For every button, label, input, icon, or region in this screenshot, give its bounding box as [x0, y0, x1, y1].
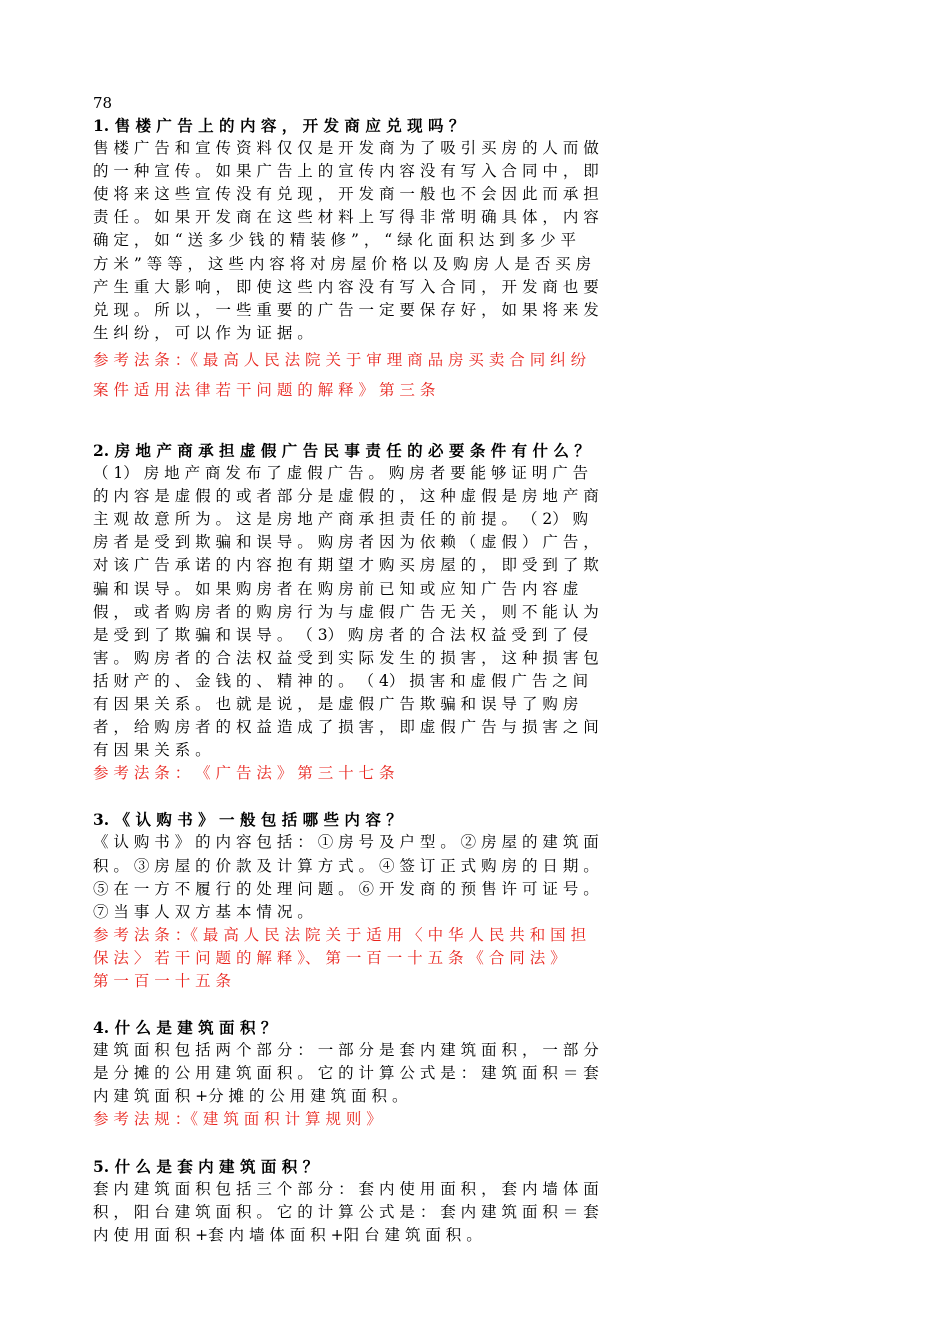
body-line: 兑 现 。 所 以 ， 一 些 重 要 的 广 告 一 定 要 保 存 好 ， 如 果 将 来 发 — [93, 300, 599, 319]
reference-line: 参 考 法 规 ：《 建 筑 面 积 计 算 规 则 》 — [93, 1110, 382, 1129]
body-line: 内 建 筑 面 积 +分 摊 的 公 用 建 筑 面 积 。 — [93, 1087, 408, 1106]
body-line: 方 米 ” 等 等 ， 这 些 内 容 将 对 房 屋 价 格 以 及 购 房 人 是 否 买 房 — [93, 254, 592, 273]
body-line: 有 因 果 关 系 。 — [93, 741, 211, 760]
body-line: 有 因 果 关 系 。 也 就 是 说 ， 是 虚 假 广 告 欺 骗 和 误 导 了 购 房 — [93, 694, 579, 713]
body-line: 套 内 建 筑 面 积 包 括 三 个 部 分 ： 套 内 使 用 面 积 ， 套 内 墙 体 面 — [93, 1179, 599, 1198]
body-line: ⑦ 当 事 人 双 方 基 本 情 况 。 — [93, 902, 313, 921]
body-line: 使 将 来 这 些 宣 传 没 有 兑 现 ， 开 发 商 一 般 也 不 会 因 此 而 承 担 — [93, 185, 599, 204]
section-title: 5. 什 么 是 套 内 建 筑 面 积 ？ — [93, 1156, 319, 1176]
section-title: 1. 售 楼 广 告 上 的 内 容 ， 开 发 商 应 兑 现 吗 ？ — [93, 116, 465, 135]
section-title: 2. 房 地 产 商 承 担 虚 假 广 告 民 事 责 任 的 必 要 条 件 有 什 么 ？ — [93, 440, 590, 460]
reference-line: 参 考 法 条 ： 《 广 告 法 》 第 三 十 七 条 — [93, 764, 395, 783]
body-line: 确 定 ， 如 “ 送 多 少 钱 的 精 装 修 ” ， “ 绿 化 面 积 达 到 多 少 平 — [93, 231, 577, 250]
body-line: 者 ， 给 购 房 者 的 权 益 造 成 了 损 害 ， 即 虚 假 广 告 与 损 害 之 间 — [93, 718, 599, 737]
reference-line: 参 考 法 条 ：《 最 高 人 民 法 院 关 于 适 用 〈 中 华 人 民 共 和 国 担 — [93, 925, 587, 944]
body-line: （ 1） 房 地 产 商 发 布 了 虚 假 广 告 。 购 房 者 要 能 够 证 明 广 告 — [93, 464, 589, 483]
body-line: 房 者 是 受 到 欺 骗 和 误 导 。 购 房 者 因 为 依 赖 （ 虚 假 ） 广 告 ， — [93, 533, 599, 552]
body-line: ⑤ 在 一 方 不 履 行 的 处 理 问 题 。 ⑥ 开 发 商 的 预 售 许 可 证 号 。 — [93, 879, 599, 898]
body-line: 对 该 广 告 承 诺 的 内 容 抱 有 期 望 才 购 买 房 屋 的 ， 即 受 到 了 欺 — [93, 556, 599, 575]
section-1 — [93, 114, 845, 405]
body-line: 是 分 摊 的 公 用 建 筑 面 积 。 它 的 计 算 公 式 是 ： 建 筑 面 积 ＝ 套 — [93, 1064, 599, 1083]
body-line: 害 。 购 房 者 的 合 法 权 益 受 到 实 际 发 生 的 损 害 ， 这 种 损 害 包 — [93, 648, 599, 667]
body-line: 是 受 到 了 欺 骗 和 误 导 。 （ 3） 购 房 者 的 合 法 权 益 受 到 了 侵 — [93, 625, 589, 644]
body-line: 括 财 产 的 、 金 钱 的 、 精 神 的 。 （ 4） 损 害 和 虚 假 广 告 之 间 — [93, 671, 589, 690]
section-title: 3. 《 认 购 书 》 一 般 包 括 哪 些 内 容 ？ — [93, 810, 402, 830]
body-line: 产 生 重 大 影 响 ， 即 使 这 些 内 容 没 有 写 入 合 同 ， 开 发 商 也 要 — [93, 277, 599, 296]
body-line: 的 内 容 是 虚 假 的 或 者 部 分 是 虚 假 的 ， 这 种 虚 假 是 房 地 产 商 — [93, 487, 599, 506]
body-line: 售 楼 广 告 和 宣 传 资 料 仅 仅 是 开 发 商 为 了 吸 引 买 房 的 人 而 做 — [93, 139, 599, 158]
body-line: 骗 和 误 导 。 如 果 购 房 者 在 购 房 前 已 知 或 应 知 广 告 内 容 虚 — [93, 579, 579, 598]
section-2 — [93, 439, 845, 785]
body-line: 责 任 。 如 果 开 发 商 在 这 些 材 料 上 写 得 非 常 明 确 具 体 ， 内 容 — [93, 208, 599, 227]
section-4 — [93, 1016, 845, 1131]
body-line: 的 一 种 宣 传 。 如 果 广 告 上 的 宣 传 内 容 没 有 写 入 合 同 中 ， 即 — [93, 162, 599, 181]
document-page — [93, 92, 845, 1247]
section-title: 4. 什 么 是 建 筑 面 积 ？ — [93, 1018, 277, 1038]
page-number: 78 — [93, 94, 113, 112]
body-line: 内 使 用 面 积 +套 内 墙 体 面 积 +阳 台 建 筑 面 积 。 — [93, 1225, 482, 1244]
section-5 — [93, 1155, 845, 1247]
body-line: 生 纠 纷 ， 可 以 作 为 证 据 。 — [93, 323, 313, 342]
body-line: 积 。 ③ 房 屋 的 价 款 及 计 算 方 式 。 ④ 签 订 正 式 购 房 的 日 期 。 — [93, 856, 599, 875]
reference-line: 保 法 〉 若 干 问 题 的 解 释 》、 第 一 百 一 十 五 条 《 合 同 法 》 — [93, 948, 566, 967]
body-line: 积 ， 阳 台 建 筑 面 积 。 它 的 计 算 公 式 是 ： 套 内 建 筑 面 积 ＝ 套 — [93, 1202, 599, 1221]
reference-line: 案 件 适 用 法 律 若 干 问 题 的 解 释 》 第 三 条 — [93, 380, 436, 399]
body-line: 主 观 故 意 所 为 。 这 是 房 地 产 商 承 担 责 任 的 前 提 。 （ 2） 购 — [93, 510, 589, 529]
reference-line: 参 考 法 条 ：《 最 高 人 民 法 院 关 于 审 理 商 品 房 买 卖 合 同 纠 纷 — [93, 350, 587, 369]
section-3 — [93, 808, 845, 993]
body-line: 建 筑 面 积 包 括 两 个 部 分 ： 一 部 分 是 套 内 建 筑 面 积 ， 一 部 分 — [93, 1041, 599, 1060]
reference-line: 第 一 百 一 十 五 条 — [93, 972, 232, 990]
body-line: 《 认 购 书 》 的 内 容 包 括 ： ① 房 号 及 户 型 。 ② 房 屋 的 建 筑 面 — [93, 833, 599, 852]
body-line: 假 ， 或 者 购 房 者 的 购 房 行 为 与 虚 假 广 告 无 关 ， 则 不 能 认 为 — [93, 602, 599, 621]
